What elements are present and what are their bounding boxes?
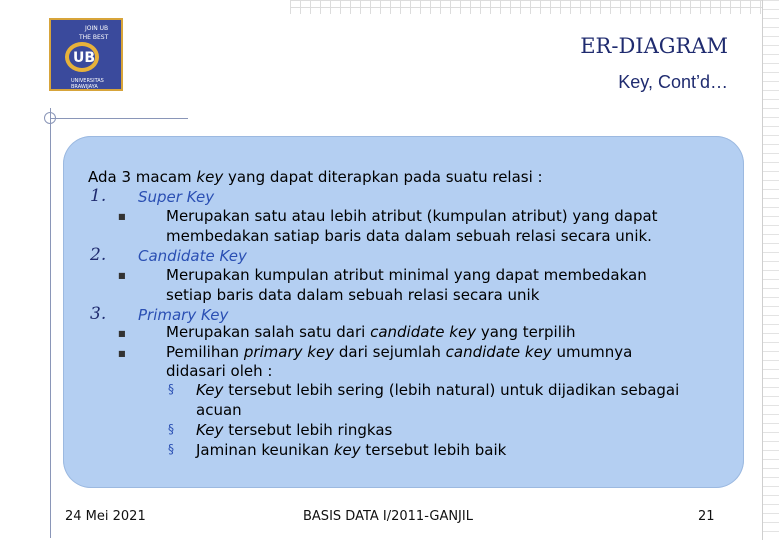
logo-text-join: JOIN UB: [85, 25, 109, 32]
pk-bullet-1: Merupakan salah satu dari candidate key yang terpilih: [166, 323, 576, 341]
item-1-line-2: membedakan satiap baris data dalam sebuah relasi secara unik.: [166, 227, 652, 245]
square-bullet-icon: §: [168, 442, 174, 456]
sub-bullet-1-line-2: acuan: [196, 401, 242, 419]
logo-caption: UNIVERSITAS BRAWIJAYA: [71, 78, 104, 90]
header-grid-decoration: [290, 0, 762, 14]
bullet-icon: ■: [118, 329, 126, 338]
item-2-name: Candidate Key: [138, 247, 247, 265]
pk-bullet-2-line-2: didasari oleh :: [166, 362, 273, 380]
crosshair-vertical: [50, 108, 51, 538]
footer-date: 24 Mei 2021: [65, 509, 146, 524]
item-3-number: 3.: [90, 304, 107, 324]
item-1-number: 1.: [90, 186, 107, 206]
logo-mark: UB: [73, 50, 96, 66]
square-bullet-icon: §: [168, 382, 174, 396]
slide-title: ER-DIAGRAM: [580, 34, 728, 58]
crosshair-horizontal: [50, 118, 188, 119]
bullet-icon: ■: [118, 212, 126, 221]
item-2-number: 2.: [90, 245, 107, 265]
item-3-name: Primary Key: [138, 306, 229, 324]
sub-bullet-1: Key tersebut lebih sering (lebih natural) untuk dijadikan sebagai: [196, 381, 680, 399]
bullet-icon: ■: [118, 271, 126, 280]
item-2-line-2: setiap baris data dalam sebuah relasi secara unik: [166, 286, 540, 304]
crosshair-circle-icon: [44, 112, 56, 124]
pk-bullet-2: Pemilihan primary key dari sejumlah candidate key umumnya: [166, 343, 633, 361]
footer-page-number: 21: [698, 509, 715, 524]
item-1-line-1: Merupakan satu atau lebih atribut (kumpulan atribut) yang dapat: [166, 207, 658, 225]
item-1-name: Super Key: [138, 188, 215, 206]
logo-text-best: THE BEST: [79, 34, 109, 41]
ub-logo: [49, 18, 123, 91]
sub-bullet-3: Jaminan keunikan key tersebut lebih baik: [196, 441, 507, 459]
sub-bullet-2: Key tersebut lebih ringkas: [196, 421, 393, 439]
footer-course: BASIS DATA I/2011-GANJIL: [303, 509, 473, 524]
item-2-line-1: Merupakan kumpulan atribut minimal yang dapat membedakan: [166, 266, 647, 284]
intro-text: Ada 3 macam key yang dapat diterapkan pada suatu relasi :: [88, 168, 543, 186]
square-bullet-icon: §: [168, 422, 174, 436]
bullet-icon: ■: [118, 349, 126, 358]
slide-subtitle: Key, Cont’d…: [618, 72, 728, 92]
right-grid-decoration: [763, 0, 779, 540]
